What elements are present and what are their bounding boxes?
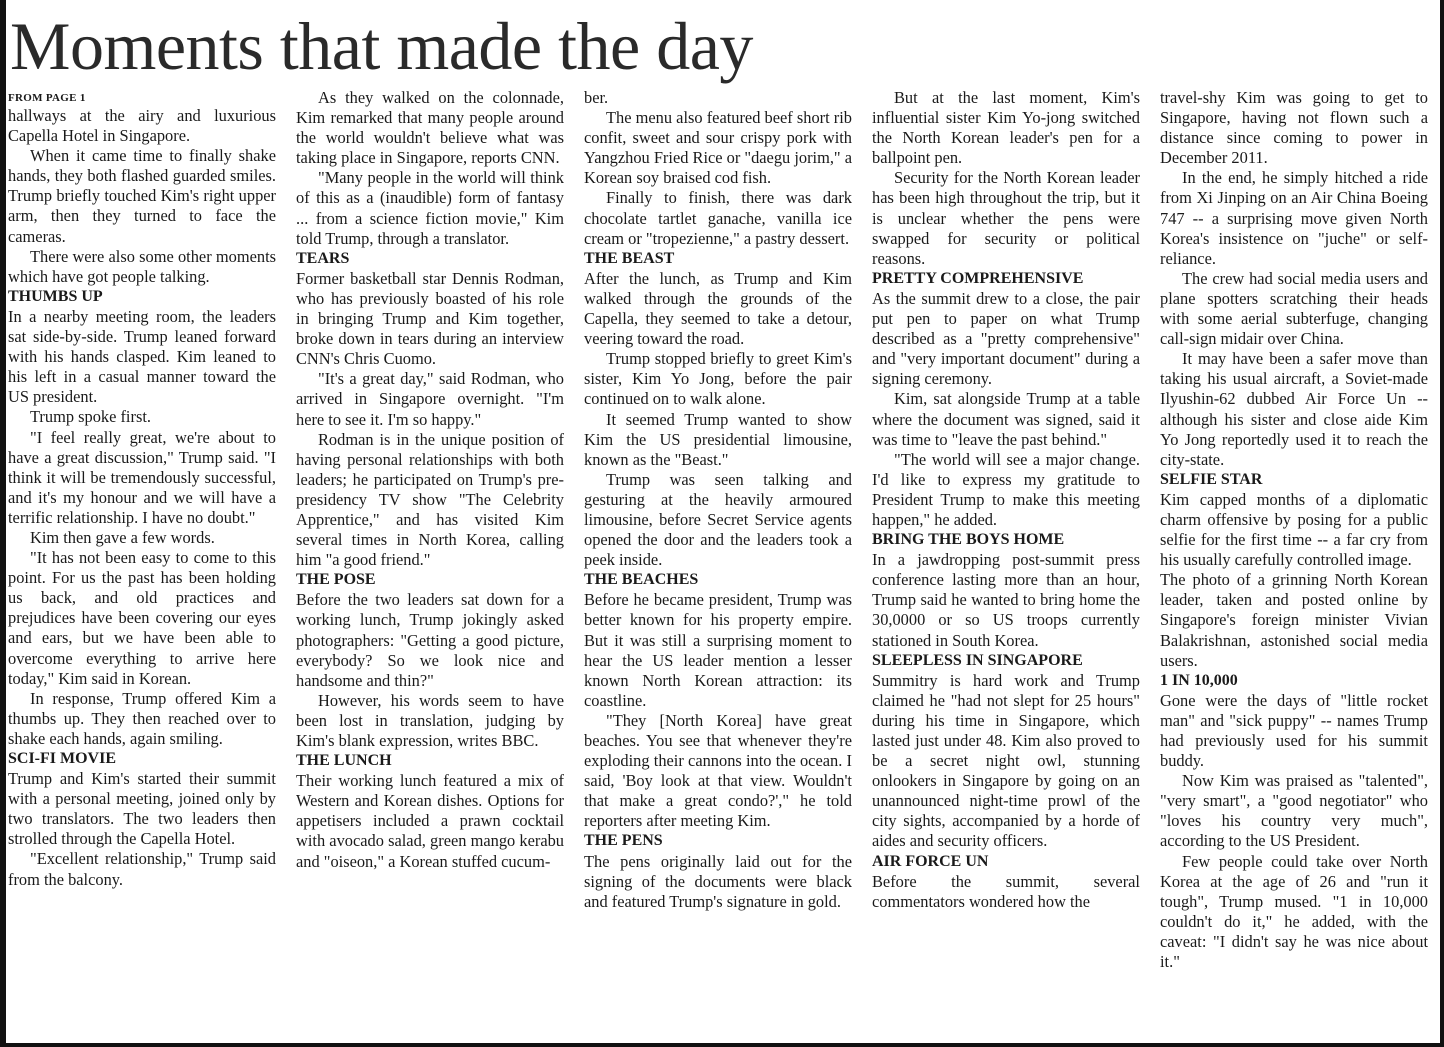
section-heading: PRETTY COMPREHENSIVE: [872, 269, 1084, 287]
section-heading: THE LUNCH: [296, 752, 392, 770]
column-body: [584, 88, 852, 912]
column-body: [872, 88, 1140, 912]
continuation-kicker: FROM PAGE 1: [8, 92, 86, 104]
article-column-1: [8, 88, 276, 1036]
section-heading: SCI-FI MOVIE: [8, 750, 117, 767]
paragraph: "They [North Korea] have great beaches. You see that whenever they're exploding their cannons into the ocean. I said, 'Boy look at that view. Wouldn't that make a great condo?'," he told reporters after meeting Kim.: [584, 710, 852, 831]
section-heading: THE POSE: [296, 571, 376, 589]
paragraph: Kim, sat alongside Trump at a table where the document was signed, said it was time to "leave the past behind.": [872, 389, 1140, 449]
paragraph: Rodman is in the unique position of having personal relationships with both leaders; he participated on Trump's pre-presidency TV show "The Celebrity Apprentice," and has visited Kim several times in North Korea, calling him "a good friend.": [296, 429, 564, 570]
paragraph: As the summit drew to a close, the pair put pen to paper on what Trump described as a "pretty comprehensive" and "very important document" during a signing ceremony.: [872, 288, 1140, 389]
paragraph: But at the last moment, Kim's influential sister Kim Yo-jong switched the North Korean leader's pen for a ballpoint pen.: [872, 88, 1140, 168]
paragraph: Kim then gave a few words.: [30, 527, 215, 547]
paragraph: It may have been a safer move than taking his usual aircraft, a Soviet-made Ilyushin-62 dubbed Air Force Un -- although his sister and close aide Kim Yo Jong reportedly used it to reach the city-state.: [1160, 349, 1428, 469]
section-heading: 1 IN 10,000: [1160, 671, 1238, 689]
paragraph: Trump spoke first.: [30, 407, 151, 427]
paragraph: As they walked on the colonnade, Kim remarked that many people around the world wouldn't believe what was taking place in Singapore, reports CNN.: [296, 88, 564, 168]
section-heading: THE BEAST: [584, 249, 675, 267]
paragraph: Few people could take over North Korea at the age of 26 and "run it tough", Trump mused. "1 in 10,000 couldn't do it," he added, with the caveat: "I didn't say he was nice about it.": [1160, 851, 1428, 972]
paragraph: The menu also featured beef short rib confit, sweet and sour crispy pork with Yangzhou Fried Rice or "daegu jorim," a Korean soy braised cod fish.: [584, 108, 852, 188]
paragraph: Trump was seen talking and gesturing at the heavily armoured limousine, before Secret Service agents opened the door and the leaders took a peek inside.: [584, 469, 852, 570]
paragraph: Kim capped months of a diplomatic charm offensive by posing for a public selfie for the first time -- a far cry from his usually carefully controlled image.: [1160, 489, 1428, 570]
paragraph: Finally to finish, there was dark chocolate tartlet ganache, vanilla ice cream or "tropezienne," a pastry dessert.: [584, 188, 852, 248]
article-column-3: [584, 88, 852, 1036]
section-heading: BRING THE BOYS HOME: [872, 531, 1065, 549]
section-heading: SELFIE STAR: [1160, 470, 1263, 488]
paragraph: "It's a great day," said Rodman, who arrived in Singapore overnight. "I'm here to see it. I'm so happy.": [296, 369, 564, 429]
article-column-2: [296, 88, 564, 1036]
section-heading: THUMBS UP: [8, 287, 103, 305]
section-heading: TEARS: [296, 249, 350, 267]
paragraph: Former basketball star Dennis Rodman, who has previously boasted of his role in bringing Trump and Kim together, broke down in tears during an interview CNN's Chris Cuomo.: [296, 268, 564, 369]
paragraph: There were also some other moments which have got people talking.: [8, 246, 276, 286]
paragraph: The crew had social media users and plane spotters scratching their heads with some aerial subterfuge, changing call-sign midair over China.: [1160, 268, 1428, 349]
paragraph: In a jawdropping post-summit press conference lasting more than an hour, Trump said he wanted to bring home the 30,0000 or so US troops currently stationed in South Korea.: [872, 550, 1140, 650]
paragraph: ber.: [584, 88, 609, 107]
column-body: [8, 106, 276, 890]
paragraph: "The world will see a major change. I'd like to express my gratitude to President Trump to make this meeting happen," he added.: [872, 449, 1140, 529]
paragraph: Now Kim was praised as "talented", "very smart", a "good negotiator" who "loves his country very much", according to the US President.: [1160, 771, 1428, 851]
paragraph: Their working lunch featured a mix of Western and Korean dishes. Options for appetisers included a prawn cocktail with avocado salad, green mango kerabu and "oiseon," a Korean stuffed cucum-: [296, 771, 564, 871]
paragraph: Summitry is hard work and Trump claimed he "had not slept for 25 hours" during his time in Singapore, which lasted just under 48. Kim also proved to be a secret night owl, stunning onlookers in Singapore by going on an unannounced night-time prowl of the city sights, accompanied by a horde of aides and security officers.: [872, 670, 1140, 851]
page-edge-right: [1440, 0, 1444, 1047]
paragraph: "Excellent relationship," Trump said from the balcony.: [8, 849, 276, 889]
paragraph: travel-shy Kim was going to get to Singapore, having not flown such a distance since coming to power in December 2011.: [1160, 88, 1428, 168]
article-headline: Moments that made the day: [10, 8, 753, 84]
article-columns: [8, 88, 1436, 1036]
section-heading: AIR FORCE UN: [872, 852, 989, 870]
paragraph: After the lunch, as Trump and Kim walked through the grounds of the Capella, they seemed to take a detour, veering toward the road.: [584, 268, 852, 349]
paragraph: Before he became president, Trump was better known for his property empire. But it was still a surprising moment to hear the US leader mention a lesser known North Korean attraction: its coastline.: [584, 590, 852, 710]
paragraph: Trump and Kim's started their summit with a personal meeting, joined only by two translators. The two leaders then strolled through the Capella Hotel.: [8, 769, 276, 849]
article-column-4: [872, 88, 1140, 1036]
paragraph: Gone were the days of "little rocket man" and "sick puppy" -- names Trump had previously used for his summit buddy.: [1160, 690, 1428, 771]
paragraph: In the end, he simply hitched a ride from Xi Jinping on an Air China Boeing 747 -- a surprising move given North Korea's insistence on "juche" or self-reliance.: [1160, 168, 1428, 268]
paragraph: Trump stopped briefly to greet Kim's sister, Kim Yo Jong, before the pair continued on to walk alone.: [584, 349, 852, 409]
paragraph: Before the two leaders sat down for a working lunch, Trump jokingly asked photographers: "Getting a good picture, everybody? So we look nice and handsome and thin?": [296, 590, 564, 690]
paragraph: "I feel really great, we're about to have a great discussion," Trump said. "I think it will be tremendously successful, and it's my honour and we will have a terrific relationship. I have no doubt.": [8, 427, 276, 527]
paragraph: However, his words seem to have been lost in translation, judging by Kim's blank expression, writes BBC.: [296, 690, 564, 750]
paragraph: Security for the North Korean leader has been high throughout the trip, but it is unclear whether the pens were swapped for security or political reasons.: [872, 168, 1140, 268]
section-heading: SLEEPLESS IN SINGAPORE: [872, 651, 1083, 669]
paragraph: The photo of a grinning North Korean leader, taken and posted online by Singapore's foreign minister Vivian Balakrishnan, astonished social media users.: [1160, 570, 1428, 670]
paragraph: hallways at the airy and luxurious Capella Hotel in Singapore.: [8, 106, 276, 146]
paragraph: In a nearby meeting room, the leaders sat side-by-side. Trump leaned forward with his hands clasped. Kim leaned to his left in a casual manner toward the US president.: [8, 306, 276, 407]
page-edge-left: [0, 0, 6, 1047]
page-edge-bottom: [0, 1043, 1444, 1047]
paragraph: Before the summit, several commentators wondered how the: [872, 871, 1140, 911]
paragraph: "Many people in the world will think of this as a (inaudible) form of fantasy ... from a science fiction movie," Kim told Trump, through a translator.: [296, 168, 564, 248]
paragraph: "It has not been easy to come to this point. For us the past has been holding us back, and old practices and prejudices have been covering our eyes and ears, but we have been able to overcome everything to arrive here today," Kim said in Korean.: [8, 548, 276, 688]
paragraph: The pens originally laid out for the signing of the documents were black and featured Trump's signature in gold.: [584, 851, 852, 911]
paragraph: It seemed Trump wanted to show Kim the US presidential limousine, known as the "Beast.": [584, 409, 852, 469]
column-body: [296, 88, 564, 872]
section-heading: THE PENS: [584, 832, 663, 850]
column-body: [1160, 88, 1428, 972]
paragraph: When it came time to finally shake hands, they both flashed guarded smiles. Trump briefly touched Kim's right upper arm, then they turned to face the cameras.: [8, 146, 276, 246]
article-column-5: [1160, 88, 1428, 1036]
section-heading: THE BEACHES: [584, 571, 699, 589]
paragraph: In response, Trump offered Kim a thumbs up. They then reached over to shake each hands, again smiling.: [8, 688, 276, 748]
